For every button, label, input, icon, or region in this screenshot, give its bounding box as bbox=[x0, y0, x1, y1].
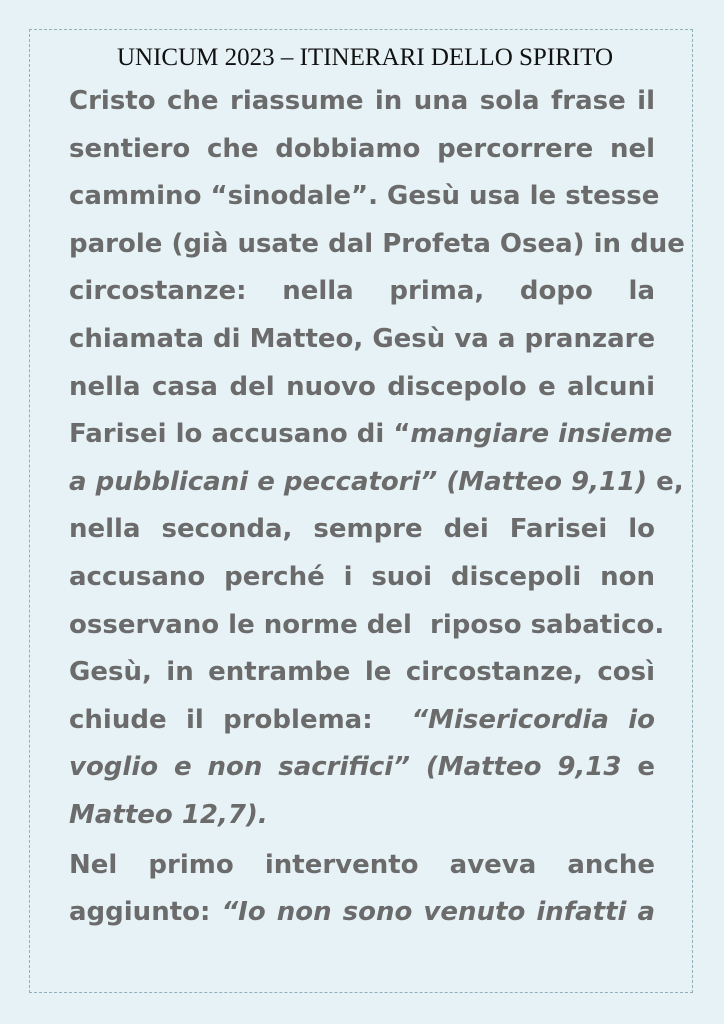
text-line: accusano perché i suoi discepoli non bbox=[69, 561, 655, 592]
page-header bbox=[0, 44, 724, 72]
header-title: UNICUM 2023 – ITINERARI DELLO SPIRITO bbox=[116, 44, 614, 71]
text-line: aggiunto: “Io non sono venuto infatti a bbox=[69, 897, 655, 928]
text-line: a pubblicani e peccatori” (Matteo 9,11) e, bbox=[69, 466, 684, 497]
text-line: nella seconda, sempre dei Farisei lo bbox=[69, 514, 655, 545]
quote-italic: “Misericordia io bbox=[411, 704, 655, 735]
quote-italic: mangiare insieme bbox=[410, 419, 673, 450]
text-line: cammino “sinodale”. Gesù usa le stesse bbox=[69, 181, 660, 212]
text-line: parole (già usate dal Profeta Osea) in due bbox=[69, 228, 685, 259]
text-line: sentiero che dobbiamo percorrere nel bbox=[69, 133, 655, 164]
quote-italic: Matteo 12,7). bbox=[69, 799, 268, 830]
text-line: Nel primo intervento aveva anche bbox=[69, 849, 655, 880]
quote-italic: a pubblicani e peccatori” (Matteo 9,11) bbox=[69, 466, 648, 497]
text-line: osservano le norme del riposo sabatico. bbox=[69, 609, 665, 640]
body-text bbox=[69, 78, 685, 937]
text-line: voglio e non sacrifici” (Matteo 9,13 e bbox=[69, 752, 656, 783]
text-line: nella casa del nuovo discepolo e alcuni bbox=[69, 371, 655, 402]
quote-italic: voglio e non sacrifici” (Matteo 9,13 bbox=[69, 752, 622, 783]
text-line: circostanze: nella prima, dopo la bbox=[69, 276, 655, 307]
text-line: chiude il problema: “Misericordia io bbox=[69, 704, 655, 735]
text-line: Cristo che riassume in una sola frase il bbox=[69, 86, 655, 116]
text-line: Farisei lo accusano di “mangiare insieme bbox=[69, 419, 673, 450]
text-line bbox=[69, 792, 655, 840]
text-line: Gesù, in entrambe le circostanze, così bbox=[69, 657, 655, 688]
text-line: chiamata di Matteo, Gesù va a pranzare bbox=[69, 323, 656, 354]
quote-italic: “Io non sono venuto infatti a bbox=[221, 897, 655, 928]
